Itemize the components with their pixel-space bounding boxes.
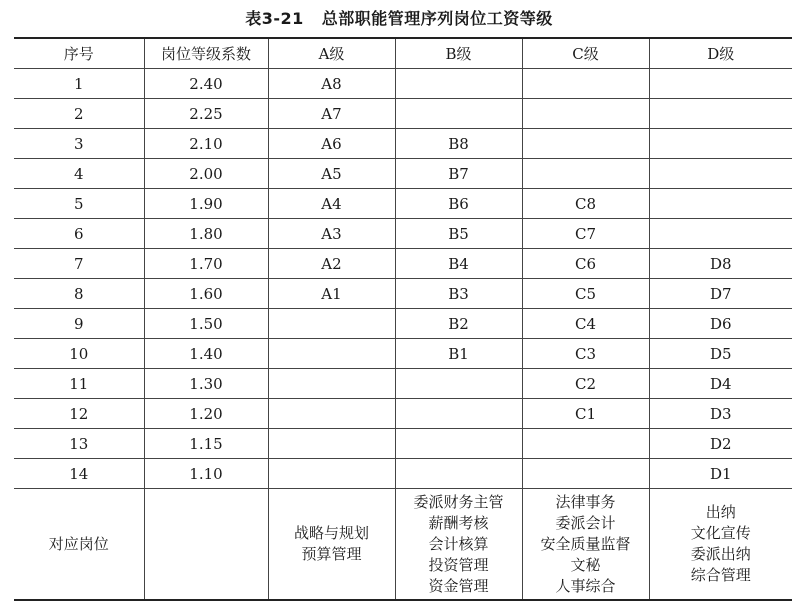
- cell-grade-a: A4: [268, 189, 395, 219]
- cell-grade-c: C3: [522, 339, 649, 369]
- header-coefficient: 岗位等级系数: [144, 38, 268, 69]
- footer-empty-cell: [144, 489, 268, 601]
- cell-grade-a: A1: [268, 279, 395, 309]
- table-caption: 总部职能管理序列岗位工资等级: [321, 9, 553, 28]
- table-row: [14, 399, 792, 429]
- cell-grade-b: [395, 429, 522, 459]
- table-row: [14, 249, 792, 279]
- cell-no: 7: [14, 249, 144, 279]
- header-grade-c: C级: [522, 38, 649, 69]
- cell-no: 5: [14, 189, 144, 219]
- salary-grade-table: [14, 37, 792, 601]
- footer-label: 对应岗位: [14, 489, 144, 601]
- table-row: [14, 279, 792, 309]
- table-number: 表3-21: [245, 9, 304, 28]
- position-item: 人事综合: [555, 576, 616, 595]
- cell-grade-c: [522, 459, 649, 489]
- cell-coefficient: 1.10: [144, 459, 268, 489]
- cell-no: 12: [14, 399, 144, 429]
- cell-grade-b: [395, 99, 522, 129]
- cell-grade-b: B3: [395, 279, 522, 309]
- header-grade-d: D级: [649, 38, 792, 69]
- cell-grade-d: D3: [649, 399, 792, 429]
- cell-grade-d: [649, 69, 792, 99]
- position-item: 委派会计: [555, 513, 616, 532]
- cell-grade-a: [268, 339, 395, 369]
- cell-grade-b: [395, 459, 522, 489]
- cell-no: 10: [14, 339, 144, 369]
- cell-no: 6: [14, 219, 144, 249]
- cell-coefficient: 1.60: [144, 279, 268, 309]
- position-item: 文化宣传: [690, 524, 751, 542]
- cell-grade-c: [522, 129, 649, 159]
- cell-grade-d: [649, 99, 792, 129]
- header-row: [14, 38, 792, 69]
- cell-grade-a: [268, 399, 395, 429]
- cell-no: 1: [14, 69, 144, 99]
- position-item: 会计核算: [428, 534, 489, 553]
- cell-no: 14: [14, 459, 144, 489]
- cell-coefficient: 2.25: [144, 99, 268, 129]
- header-no: 序号: [14, 38, 144, 69]
- cell-grade-a: A8: [268, 69, 395, 99]
- position-item: 战略与规划: [293, 524, 369, 542]
- cell-coefficient: 1.40: [144, 339, 268, 369]
- cell-grade-c: [522, 69, 649, 99]
- cell-coefficient: 1.80: [144, 219, 268, 249]
- cell-no: 9: [14, 309, 144, 339]
- header-grade-a: A级: [268, 38, 395, 69]
- cell-grade-c: C6: [522, 249, 649, 279]
- cell-grade-c: [522, 429, 649, 459]
- table-row: [14, 459, 792, 489]
- cell-grade-d: D4: [649, 369, 792, 399]
- cell-grade-b: B2: [395, 309, 522, 339]
- table-row: [14, 159, 792, 189]
- footer-d-positions: [649, 489, 792, 601]
- table-row: [14, 309, 792, 339]
- cell-grade-c: C4: [522, 309, 649, 339]
- cell-grade-d: D1: [649, 459, 792, 489]
- position-item: 资金管理: [428, 576, 489, 595]
- cell-grade-d: D5: [649, 339, 792, 369]
- cell-grade-d: [649, 129, 792, 159]
- table-title: [0, 6, 798, 29]
- position-item: 薪酬考核: [428, 513, 489, 532]
- position-item: 委派财务主管: [413, 492, 504, 511]
- position-item: 文秘: [570, 555, 601, 574]
- cell-grade-d: D6: [649, 309, 792, 339]
- table-row: [14, 189, 792, 219]
- position-item: 安全质量监督: [540, 534, 631, 553]
- table-row: [14, 219, 792, 249]
- cell-coefficient: 1.50: [144, 309, 268, 339]
- cell-grade-c: [522, 99, 649, 129]
- cell-grade-b: B7: [395, 159, 522, 189]
- cell-coefficient: 2.00: [144, 159, 268, 189]
- cell-grade-d: D7: [649, 279, 792, 309]
- cell-grade-a: A2: [268, 249, 395, 279]
- table-row: [14, 69, 792, 99]
- cell-no: 2: [14, 99, 144, 129]
- cell-no: 4: [14, 159, 144, 189]
- cell-coefficient: 1.30: [144, 369, 268, 399]
- cell-grade-a: [268, 459, 395, 489]
- table-row: [14, 429, 792, 459]
- position-item: 综合管理: [690, 566, 751, 584]
- cell-grade-b: B6: [395, 189, 522, 219]
- cell-grade-b: B5: [395, 219, 522, 249]
- position-item: 委派出纳: [690, 545, 751, 563]
- cell-grade-c: C7: [522, 219, 649, 249]
- cell-grade-a: A6: [268, 129, 395, 159]
- cell-grade-b: [395, 369, 522, 399]
- table-row: [14, 339, 792, 369]
- cell-grade-d: [649, 159, 792, 189]
- cell-grade-a: A3: [268, 219, 395, 249]
- cell-grade-b: [395, 69, 522, 99]
- footer-c-positions: [522, 489, 649, 601]
- cell-grade-a: A7: [268, 99, 395, 129]
- cell-coefficient: 2.10: [144, 129, 268, 159]
- cell-grade-a: [268, 429, 395, 459]
- footer-a-positions: [268, 489, 395, 601]
- cell-grade-c: C5: [522, 279, 649, 309]
- cell-grade-b: B8: [395, 129, 522, 159]
- header-grade-b: B级: [395, 38, 522, 69]
- cell-grade-b: [395, 399, 522, 429]
- cell-grade-b: B4: [395, 249, 522, 279]
- cell-no: 8: [14, 279, 144, 309]
- cell-grade-d: D8: [649, 249, 792, 279]
- cell-grade-c: C8: [522, 189, 649, 219]
- cell-grade-d: [649, 219, 792, 249]
- cell-grade-a: A5: [268, 159, 395, 189]
- position-item: 预算管理: [301, 545, 362, 563]
- cell-grade-d: [649, 189, 792, 219]
- cell-no: 13: [14, 429, 144, 459]
- cell-no: 3: [14, 129, 144, 159]
- footer-row: [14, 489, 792, 601]
- cell-coefficient: 2.40: [144, 69, 268, 99]
- cell-coefficient: 1.20: [144, 399, 268, 429]
- cell-grade-c: C1: [522, 399, 649, 429]
- cell-grade-c: C2: [522, 369, 649, 399]
- table-row: [14, 99, 792, 129]
- cell-grade-a: [268, 309, 395, 339]
- position-item: 法律事务: [555, 492, 616, 511]
- position-item: 出纳: [705, 503, 736, 521]
- table-row: [14, 129, 792, 159]
- table-row: [14, 369, 792, 399]
- cell-no: 11: [14, 369, 144, 399]
- cell-grade-d: D2: [649, 429, 792, 459]
- cell-grade-a: [268, 369, 395, 399]
- cell-grade-b: B1: [395, 339, 522, 369]
- cell-coefficient: 1.70: [144, 249, 268, 279]
- position-item: 投资管理: [428, 555, 489, 574]
- cell-coefficient: 1.15: [144, 429, 268, 459]
- footer-b-positions: [395, 489, 522, 601]
- cell-grade-c: [522, 159, 649, 189]
- cell-coefficient: 1.90: [144, 189, 268, 219]
